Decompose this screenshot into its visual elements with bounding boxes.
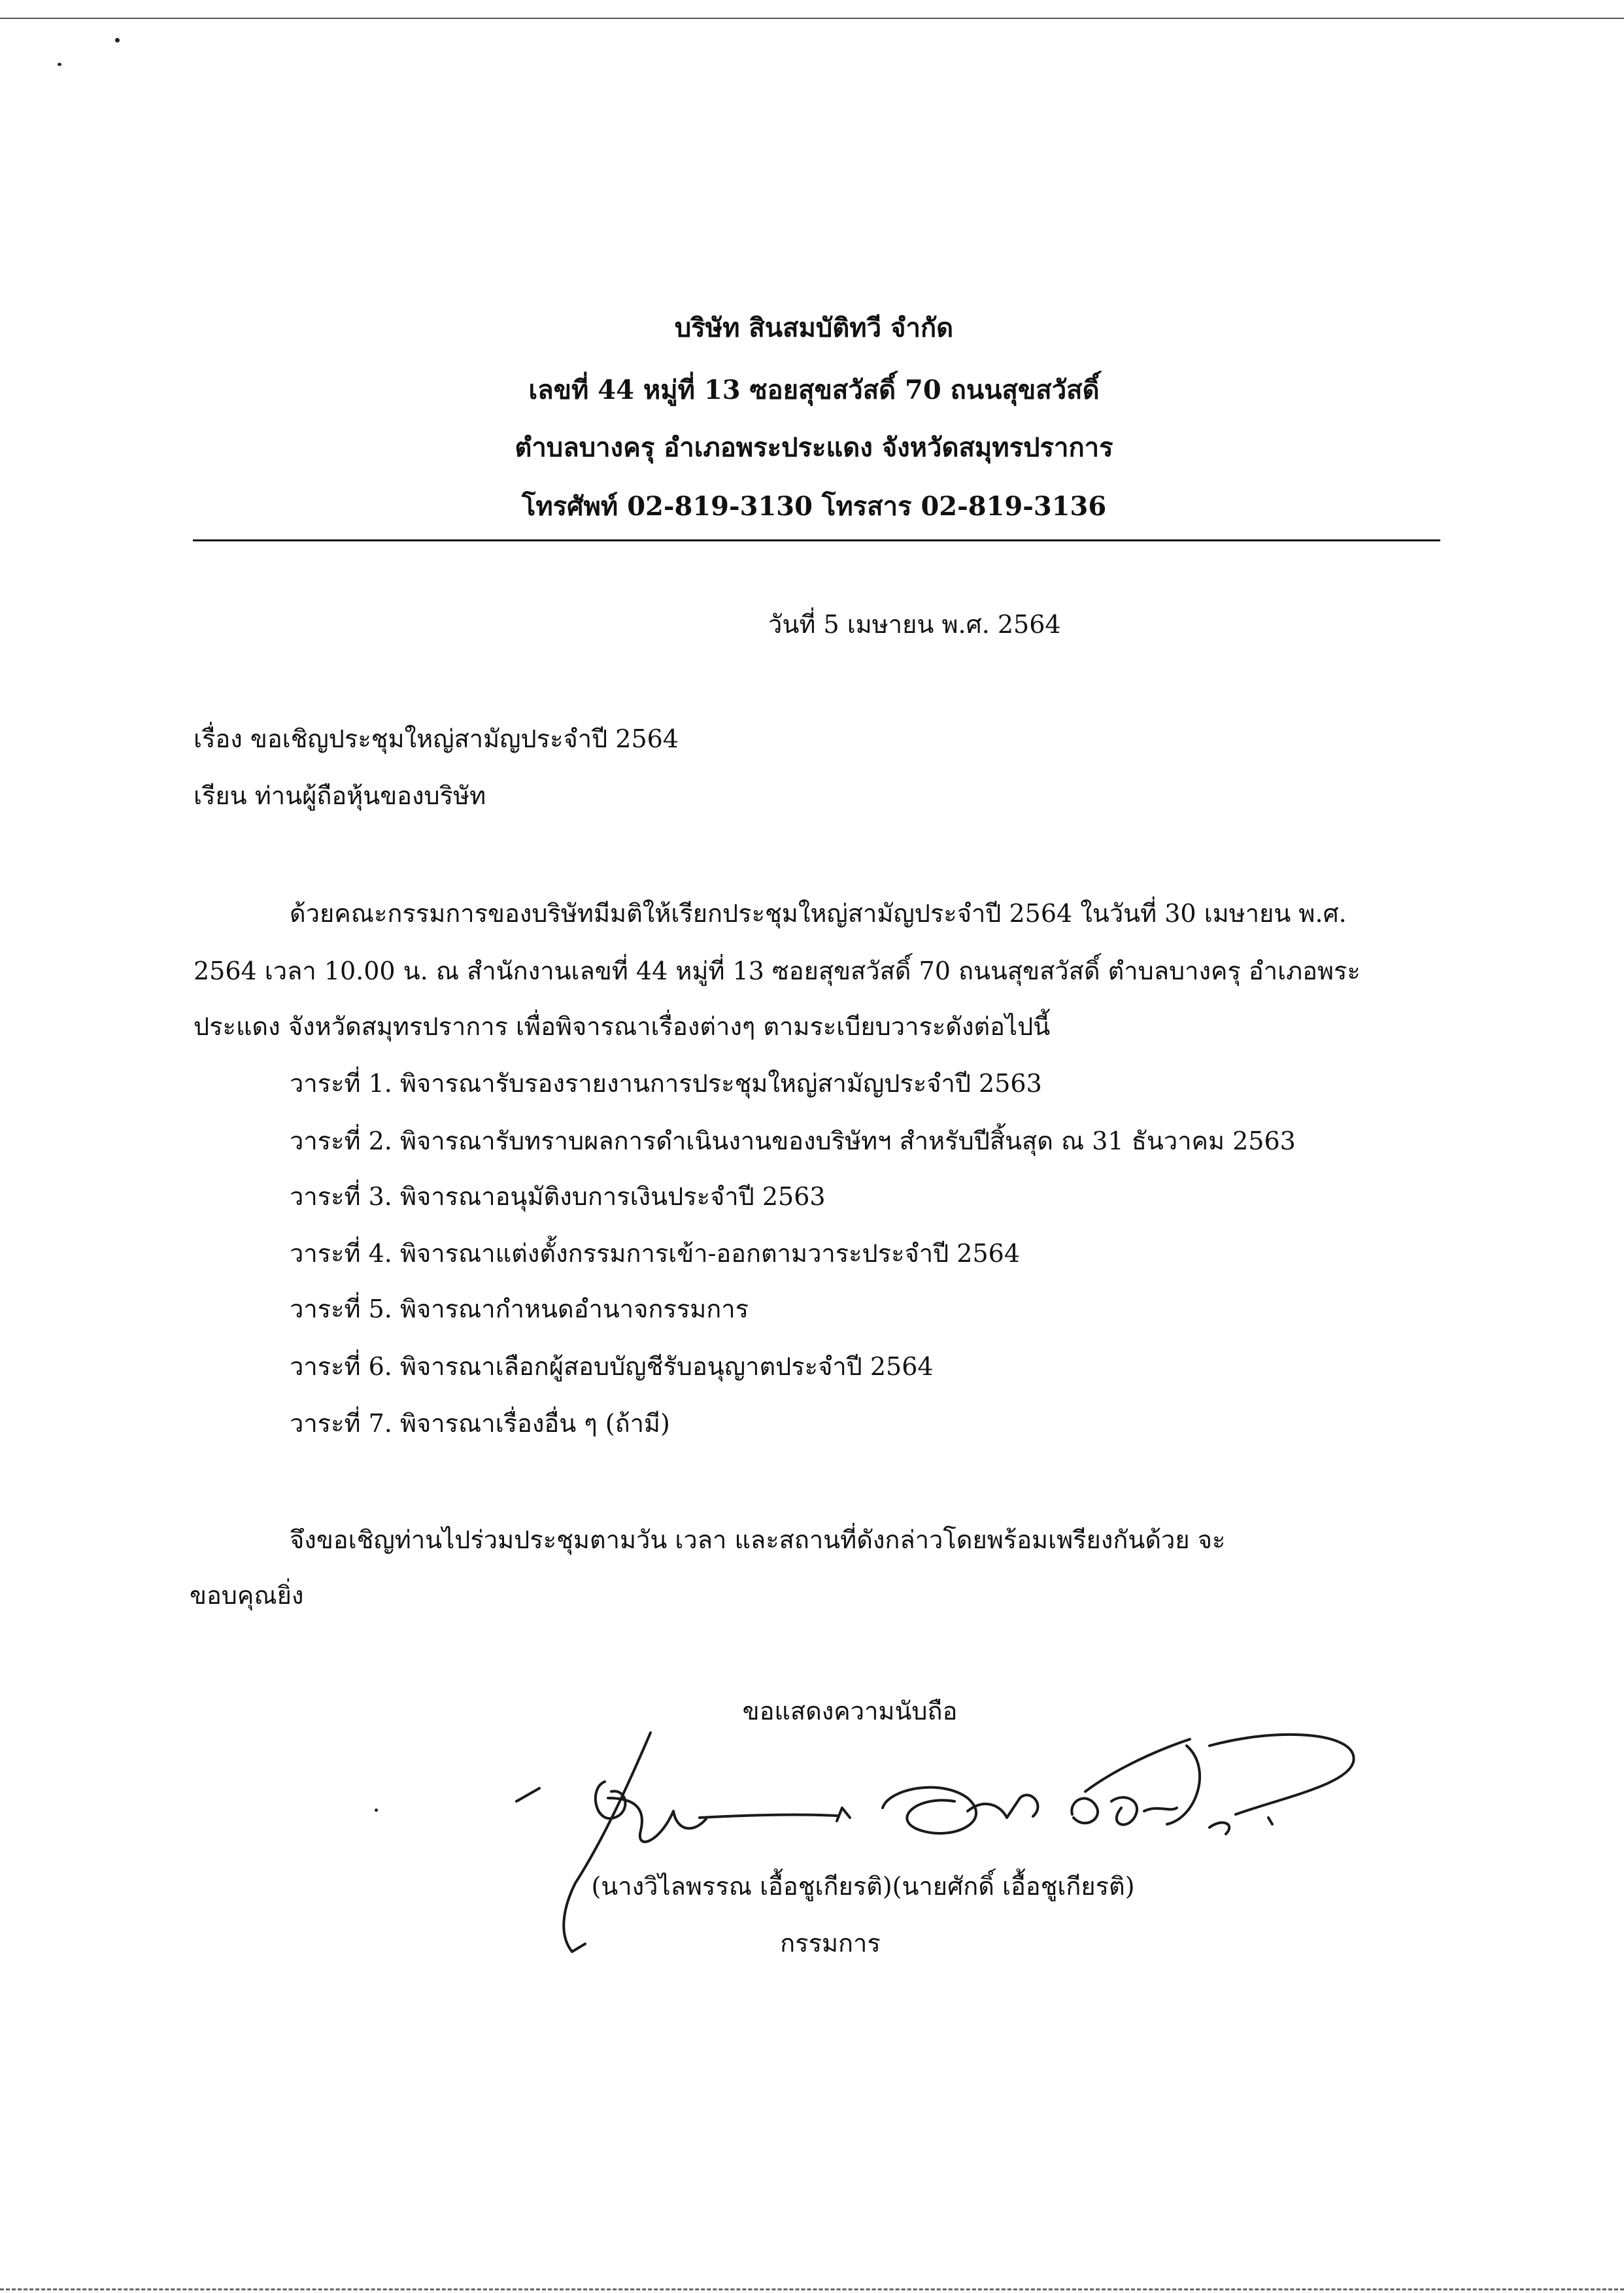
signature-1 bbox=[516, 1733, 850, 1952]
body-paragraph-line: 2564 เวลา 10.00 น. ณ สำนักงานเลขที่ 44 หมู่ที่ 13 ซอยสุขสวัสดิ์ 70 ถนนสุขสวัสดิ์ ตำบลบางครุ อำเภอพระ bbox=[194, 957, 1361, 985]
closing-line: ขอบคุณยิ่ง bbox=[190, 1581, 304, 1610]
letterhead-divider bbox=[193, 539, 1440, 541]
body-paragraph-line: ประแดง จังหวัดสมุทรปราการ เพื่อพิจารณาเรื่องต่างๆ ตามระเบียบวาระดังต่อไปนี้ bbox=[194, 1012, 1051, 1041]
body-paragraph-line: ด้วยคณะกรรมการของบริษัทมีมติให้เรียกประชุมใหญ่สามัญประจำปี 2564 ในวันที่ 30 เมษายน พ.ศ. bbox=[290, 899, 1347, 928]
company-address-line-1: เลขที่ 44 หมู่ที่ 13 ซอยสุขสวัสดิ์ 70 ถนนสุขสวัสดิ์ bbox=[528, 375, 1100, 405]
agenda-item: วาระที่ 3. พิจารณาอนุมัติงบการเงินประจำปี 2563 bbox=[290, 1182, 826, 1211]
agenda-item: วาระที่ 6. พิจารณาเลือกผู้สอบบัญชีรับอนุญาตประจำปี 2564 bbox=[290, 1352, 934, 1381]
letter-date: วันที่ 5 เมษายน พ.ศ. 2564 bbox=[768, 610, 1061, 639]
company-address-line-2: ตำบลบางครุ อำเภอพระประแดง จังหวัดสมุทรปราการ bbox=[515, 432, 1113, 463]
company-name: บริษัท สินสมบัติทวี จำกัด bbox=[674, 313, 954, 343]
scan-speck bbox=[115, 38, 120, 42]
agenda-item: วาระที่ 2. พิจารณารับทราบผลการดำเนินงานของบริษัทฯ สำหรับปีสิ้นสุด ณ 31 ธันวาคม 2563 bbox=[290, 1127, 1296, 1155]
letter-salutation: เรียน ท่านผู้ถือหุ้นของบริษัท bbox=[194, 781, 486, 810]
agenda-item: วาระที่ 1. พิจารณารับรองรายงานการประชุมใหญ่สามัญประจำปี 2563 bbox=[290, 1069, 1042, 1098]
handwritten-signatures bbox=[497, 1726, 1373, 1962]
scan-speck bbox=[58, 63, 61, 66]
signature-2 bbox=[883, 1735, 1354, 1834]
signoff: ขอแสดงความนับถือ bbox=[742, 1697, 958, 1725]
agenda-item: วาระที่ 4. พิจารณาแต่งตั้งกรรมการเข้า-ออกตามวาระประจำปี 2564 bbox=[290, 1239, 1021, 1268]
scan-border-bottom bbox=[0, 2288, 1624, 2290]
signatory-title: กรรมการ bbox=[780, 1929, 881, 1958]
signatory-names: (นางวิไลพรรณ เอื้อชูเกียรติ)(นายศักดิ์ เอื้อชูเกียรติ) bbox=[591, 1872, 1135, 1901]
agenda-item: วาระที่ 7. พิจารณาเรื่องอื่น ๆ (ถ้ามี) bbox=[290, 1409, 670, 1438]
company-contact: โทรศัพท์ 02-819-3130 โทรสาร 02-819-3136 bbox=[521, 491, 1107, 522]
scan-border-top bbox=[0, 18, 1624, 19]
closing-line: จึงขอเชิญท่านไปร่วมประชุมตามวัน เวลา และสถานที่ดังกล่าวโดยพร้อมเพรียงกันด้วย จะ bbox=[290, 1525, 1226, 1554]
agenda-item: วาระที่ 5. พิจารณากำหนดอำนาจกรรมการ bbox=[290, 1295, 749, 1323]
scan-speck bbox=[375, 1809, 378, 1812]
letter-subject: เรื่อง ขอเชิญประชุมใหญ่สามัญประจำปี 2564 bbox=[194, 724, 679, 753]
